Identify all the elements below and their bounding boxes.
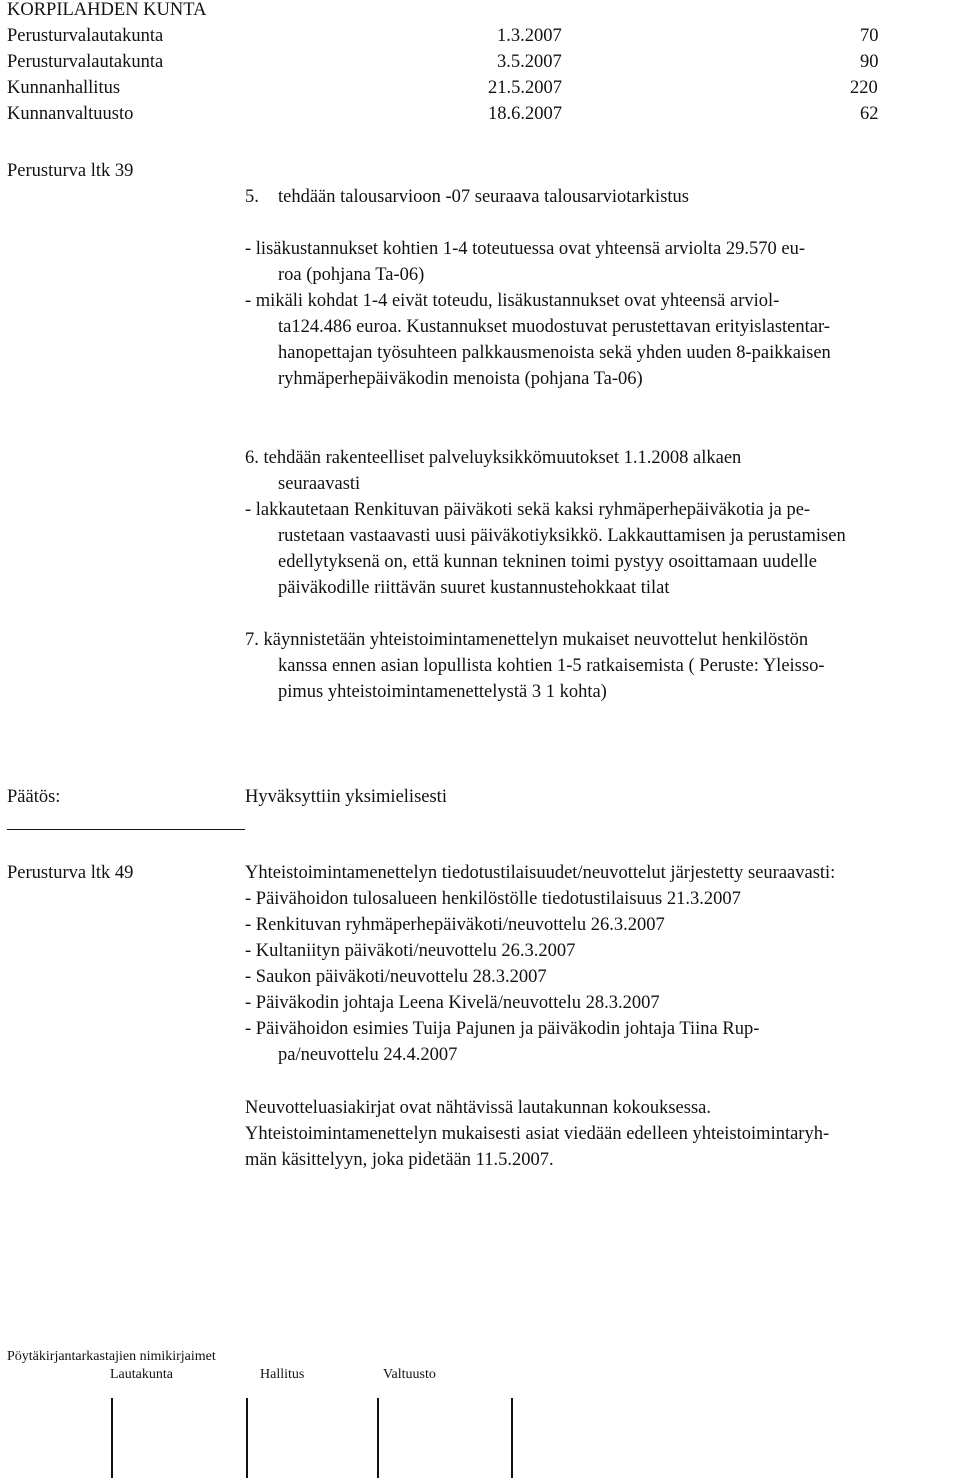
section-label: Perusturva ltk 49	[7, 863, 134, 883]
body-line: rustetaan vastaavasti uusi päiväkotiyksikkö. Lakkauttamisen ja perustamisen	[278, 526, 846, 546]
list-item: - Päivähoidon tulosalueen henkilöstölle tiedotustilaisuus 21.3.2007	[245, 889, 741, 909]
signature-divider	[246, 1398, 248, 1478]
meeting-number: 90	[860, 52, 879, 72]
body-line: päiväkodille riittävän suuret kustannustehokkaat tilat	[278, 578, 670, 598]
meeting-date: 1.3.2007	[497, 26, 562, 46]
body-line: edellytyksenä on, että kunnan tekninen toimi pystyy osoittamaan uudelle	[278, 552, 817, 572]
body-line: Neuvotteluasiakirjat ovat nähtävissä lautakunnan kokouksessa.	[245, 1098, 711, 1118]
meeting-number: 220	[850, 78, 878, 98]
meeting-body: Kunnanhallitus	[7, 78, 121, 98]
decision-underline	[7, 829, 245, 830]
list-item: - Päiväkodin johtaja Leena Kivelä/neuvottelu 28.3.2007	[245, 993, 660, 1013]
body-line: Yhteistoimintamenettelyn tiedotustilaisuudet/neuvottelut järjestetty seuraavasti:	[245, 863, 836, 883]
meeting-body: Perusturvalautakunta	[7, 52, 164, 72]
signature-divider	[511, 1398, 513, 1478]
body-line: - lakkautetaan Renkituvan päiväkoti sekä kaksi ryhmäperhepäiväkotia ja pe-	[245, 500, 811, 520]
footer-col-hallitus: Hallitus	[260, 1367, 305, 1382]
list-item: - Päivähoidon esimies Tuija Pajunen ja päiväkodin johtaja Tiina Rup-	[245, 1019, 760, 1039]
body-line: roa (pohjana Ta-06)	[278, 265, 425, 285]
section-label: Perusturva ltk 39	[7, 161, 134, 181]
body-line: 6. tehdään rakenteelliset palveluyksikkömuutokset 1.1.2008 alkaen	[245, 448, 742, 468]
meeting-date: 18.6.2007	[488, 104, 562, 124]
footer-title: Pöytäkirjantarkastajien nimikirjaimet	[7, 1349, 216, 1364]
list-item: pa/neuvottelu 24.4.2007	[278, 1045, 458, 1065]
meeting-body: Perusturvalautakunta	[7, 26, 164, 46]
footer-col-lautakunta: Lautakunta	[110, 1367, 173, 1382]
body-line: Yhteistoimintamenettelyn mukaisesti asiat viedään edelleen yhteistoimintaryh-	[245, 1124, 830, 1144]
body-line: seuraavasti	[278, 474, 361, 494]
signature-divider	[111, 1398, 113, 1478]
body-line: pimus yhteistoimintamenettelystä 3 1 kohta)	[278, 682, 607, 702]
meeting-date: 21.5.2007	[488, 78, 562, 98]
list-item: - Renkituvan ryhmäperhepäiväkoti/neuvottelu 26.3.2007	[245, 915, 665, 935]
decision-label: Päätös:	[7, 787, 61, 807]
body-line: hanopettajan työsuhteen palkkausmenoista sekä yhden uuden 8-paikkaisen	[278, 343, 831, 363]
meeting-date: 3.5.2007	[497, 52, 562, 72]
organization-name: KORPILAHDEN KUNTA	[7, 0, 207, 20]
meeting-body: Kunnanvaltuusto	[7, 104, 134, 124]
list-item: - Saukon päiväkoti/neuvottelu 28.3.2007	[245, 967, 547, 987]
body-line: 7. käynnistetään yhteistoimintamenettelyn mukaiset neuvottelut henkilöstön	[245, 630, 809, 650]
body-line: kanssa ennen asian lopullista kohtien 1-5 ratkaisemista ( Peruste: Yleisso-	[278, 656, 825, 676]
body-line: ryhmäperhepäiväkodin menoista (pohjana Ta-06)	[278, 369, 643, 389]
item-5-number: 5.	[245, 187, 259, 207]
list-item: - Kultaniityn päiväkoti/neuvottelu 26.3.2007	[245, 941, 576, 961]
footer-col-valtuusto: Valtuusto	[383, 1367, 436, 1382]
body-line: - mikäli kohdat 1-4 eivät toteudu, lisäkustannukset ovat yhteensä arviol-	[245, 291, 780, 311]
meeting-number: 70	[860, 26, 879, 46]
body-line: män käsittelyyn, joka pidetään 11.5.2007.	[245, 1150, 554, 1170]
body-line: ta124.486 euroa. Kustannukset muodostuvat perustettavan erityislastentar-	[278, 317, 830, 337]
meeting-number: 62	[860, 104, 879, 124]
item-5-text: tehdään talousarvioon -07 seuraava talousarviotarkistus	[278, 187, 689, 207]
signature-divider	[377, 1398, 379, 1478]
body-line: - lisäkustannukset kohtien 1-4 toteutuessa ovat yhteensä arviolta 29.570 eu-	[245, 239, 806, 259]
decision-text: Hyväksyttiin yksimielisesti	[245, 787, 447, 807]
